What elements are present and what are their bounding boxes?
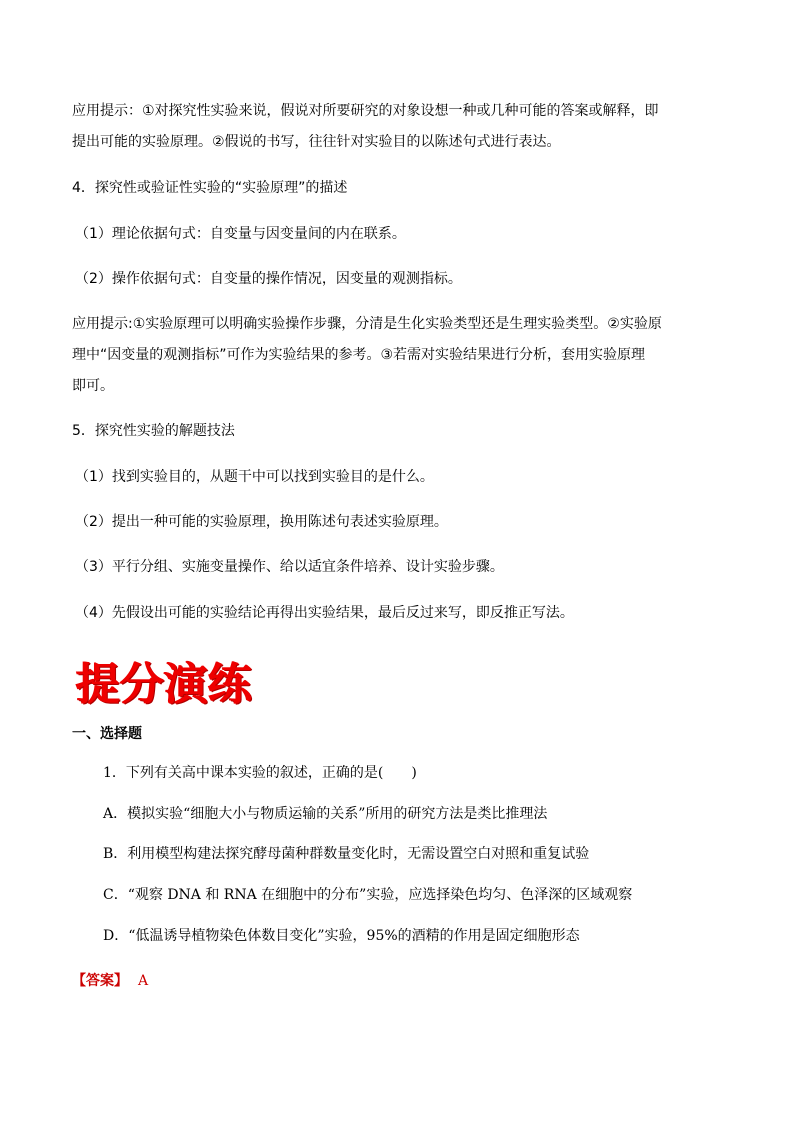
list-item: （2）操作依据句式：自变量的操作情况，因变量的观测指标。: [75, 271, 462, 287]
list-item: （4）先假设出可能的实验结论再得出实验结果，最后反过来写，即反推正写法。: [75, 605, 574, 621]
heading-4: 4．探究性或验证性实验的“实验原理”的描述: [72, 180, 348, 196]
section-title: 一、选择题: [72, 726, 142, 742]
list-item: （2）提出一种可能的实验原理，换用陈述句表述实验原理。: [75, 514, 448, 530]
option-a: A．模拟实验“细胞大小与物质运输的关系”所用的研究方法是类比推理法: [103, 806, 548, 822]
tip-paragraph-line: 提出可能的实验原理。②假说的书写，往往针对实验目的以陈述句式进行表达。: [72, 134, 561, 150]
list-item: （3）平行分组、实施变量操作、给以适宜条件培养、设计实验步骤。: [75, 559, 504, 575]
heading-5: 5．探究性实验的解题技法: [72, 423, 235, 439]
tip-paragraph-line: 应用提示:①实验原理可以明确实验操作步骤，分清是生化实验类型还是生理实验类型。②实验原: [72, 316, 662, 332]
option-d: D．“低温诱导植物染色体数目变化”实验，95%的酒精的作用是固定细胞形态: [103, 928, 580, 944]
option-c: C．“观察 DNA 和 RNA 在细胞中的分布”实验，应选择染色均匀、色泽深的区域观察: [103, 887, 633, 903]
answer-label: 【答案】: [72, 973, 128, 989]
practice-banner: [76, 648, 252, 712]
question-stem: 1．下列有关高中课本实验的叙述，正确的是( ): [103, 765, 417, 781]
answer-line: [72, 970, 148, 992]
list-item: （1）理论依据句式：自变量与因变量间的内在联系。: [75, 226, 406, 242]
option-b: B．利用模型构建法探究酵母菌种群数量变化时，无需设置空白对照和重复试验: [103, 846, 590, 862]
list-item: （1）找到实验目的，从题干中可以找到实验目的是什么。: [75, 469, 434, 485]
practice-banner-text: 提分演练: [76, 659, 252, 710]
tip-paragraph-line: 应用提示：①对探究性实验来说，假说对所要研究的对象设想一种或几种可能的答案或解释，即: [72, 103, 659, 119]
tip-paragraph-line: 即可。: [72, 378, 114, 394]
answer-value: A: [138, 973, 149, 989]
tip-paragraph-line: 理中“因变量的观测指标”可作为实验结果的参考。③若需对实验结果进行分析，套用实验原理: [72, 347, 646, 363]
